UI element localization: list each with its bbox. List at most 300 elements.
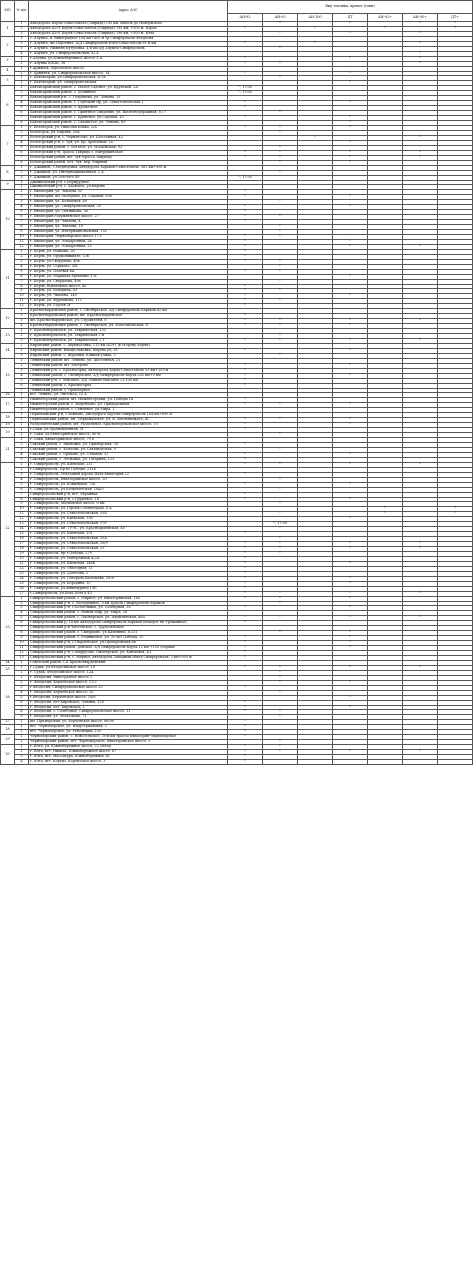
fuel-mark-cell: * (333, 596, 368, 601)
row-number-cell: 2 (15, 61, 29, 66)
address-cell: г. Алушта, Нижняя Кутузовка, 4-й км а/д Алушта-Симферополь (29, 46, 228, 51)
address-cell: г. Керчь, ул. Войкова, 2а (29, 249, 228, 254)
fuel-mark-cell: * (333, 561, 368, 566)
row-number-cell: 6 (15, 700, 29, 705)
address-cell: Симферопольский р, 14 км Автодороги Симферополь-Харьков (поворот на Урожайное) (29, 621, 228, 626)
fuel-mark-cell: * (333, 581, 368, 586)
fuel-mark-cell: * (333, 81, 368, 86)
fuel-mark-cell: * (228, 720, 263, 725)
address-cell: Сакский район, с. Колоски, ул. Сахзаводская, 9 (29, 447, 228, 452)
row-number-cell: 7 (15, 220, 29, 225)
fuel-mark-cell: * (263, 61, 298, 66)
address-cell: Советский район, СП Красногвардейский (29, 660, 228, 665)
fuel-mark-cell: * (263, 334, 298, 339)
mo-cell: 20 (1, 428, 15, 438)
address-cell: Симферопольский р-н Чистенское, с. Трудолюбовое (29, 626, 228, 631)
fuel-mark-cell: * (333, 606, 368, 611)
address-cell: Симферопольский р-н, с.Андрусово, Пионерское, ул. Ключевая, д.1 (29, 651, 228, 656)
row-number-cell: 6 (15, 150, 29, 155)
fuel-mark-cell: * (228, 41, 263, 46)
fuel-mark-cell: * (263, 487, 298, 492)
fuel-mark-cell: * (263, 527, 298, 532)
fuel-mark-cell: * (263, 339, 298, 344)
fuel-mark-cell: * (403, 135, 438, 140)
row-number-cell: 5 (15, 457, 29, 462)
row-number-cell: 1 (15, 413, 29, 418)
address-cell: Красногвардейский район, с. Октябрьское, ул. Комсомольская, 6 (29, 324, 228, 329)
address-cell: г. Евпатория, ул. Сытникова, 36 (29, 210, 228, 215)
fuel-mark-cell: * (333, 155, 368, 160)
fuel-mark-cell: * (403, 339, 438, 344)
row-number-cell: 7 (15, 626, 29, 631)
address-cell: Белогорский район, с. Богатое, ул. Московская, 92 (29, 145, 228, 150)
mo-cell: 6 (1, 86, 15, 126)
row-number-cell: 18 (15, 547, 29, 552)
fuel-mark-cell: * (263, 234, 298, 239)
address-cell: Сакский район, с. Лесновка, ул. Гагарина, 123 (29, 457, 228, 462)
address-cell: г. Красноперекопск, ул. Таврическая, 153 (29, 329, 228, 334)
address-cell: г. Симферополь, ул. Киевская, 148Б (29, 561, 228, 566)
row-number-cell: 2 (15, 467, 29, 472)
fuel-mark-cell: * (263, 353, 298, 358)
row-number-cell: 12 (15, 651, 29, 656)
header-fuel-ai100: АИ-100 (298, 14, 333, 22)
mo-cell: 11 (1, 249, 15, 308)
fuel-mark-cell: * (298, 41, 333, 46)
fuel-mark-cell: * (333, 462, 368, 467)
address-cell: г.Феодосия, Керченское шоссе, 18/6 (29, 695, 228, 700)
fuel-mark-cell: * (403, 542, 438, 547)
row-number-cell: 9 (15, 289, 29, 294)
fuel-mark-cell: * (228, 641, 263, 646)
fuel-mark-cell: * (333, 517, 368, 522)
fuel-mark-cell: * (333, 576, 368, 581)
fuel-mark-cell (263, 760, 298, 765)
fuel-mark-cell: * (228, 348, 263, 353)
address-cell: г. Бахчисарай, ул. Симферопольская (29, 81, 228, 86)
row-number-cell: 7 (15, 279, 29, 284)
address-cell: Симферопольский район, с. Родниковое, ул. 30 лет Победы, 3Г (29, 636, 228, 641)
fuel-mark-cell: * (263, 76, 298, 81)
address-cell: г. Феодосия, с. Солнечное, Симферопольское шоссе, 11 (29, 710, 228, 715)
address-cell: г. Ялта, пгт. Кореиз, Кореизское шоссе, 3 (29, 760, 228, 765)
row-number-cell: 1 (15, 329, 29, 334)
row-number-cell: 1 (15, 180, 29, 185)
address-cell: г. Керчь, ул.Свердлова, 49в (29, 259, 228, 264)
address-cell: Ленинский район, с. Красногорка (29, 383, 228, 388)
fuel-mark-cell: * (333, 71, 368, 76)
row-number-cell: 8 (15, 160, 29, 165)
row-number-cell: 6 (15, 215, 29, 220)
address-cell: Белогорский район, пгт. Зуя, пер. Мирный (29, 160, 228, 165)
row-number-cell: 1 (15, 22, 29, 27)
address-cell: Бахчисарайский район, с. Брянское, ул.Садовая, 15 (29, 116, 228, 121)
fuel-mark-cell: * (228, 383, 263, 388)
address-cell: г. Евпатория, ул. Эскадронная, 24 (29, 239, 228, 244)
address-cell: Джанкойский р-н, с. Азовское, ул.Кирова (29, 185, 228, 190)
fuel-mark-cell: * (263, 145, 298, 150)
address-cell: Кировский район, с. Абрикосовка, 113 км А/291 (в сторону Керчи) (29, 343, 228, 348)
fuel-mark-cell: * (228, 259, 263, 264)
fuel-mark-cell: * (263, 631, 298, 636)
address-cell: г. Керчь, ул. Орджоникидзе, 136 (29, 254, 228, 259)
fuel-mark-cell (298, 760, 333, 765)
fuel-mark-cell: * (263, 155, 298, 160)
fuel-mark-cell: * (263, 230, 298, 235)
row-number-cell: 23 (15, 571, 29, 576)
table-header (1, 1, 473, 22)
row-number-cell: 8 (15, 284, 29, 289)
fuel-mark-cell: * (333, 547, 368, 552)
fuel-mark-cell: * (228, 462, 263, 467)
row-number-cell: 5 (15, 210, 29, 215)
address-cell: г.Армянск, Херсонское шоссе, (29, 66, 228, 71)
address-cell: г. Керчь, ул. Чкалова, 149 (29, 294, 228, 299)
address-cell: г. Бахчисарай, ул.Симферопольская, 47/А (29, 76, 228, 81)
row-number-cell: 4 (15, 140, 29, 145)
address-cell: Белогорский р-н, Трасса Таврида с. Митрушинское (29, 150, 228, 155)
row-number-cell: 3 (15, 685, 29, 690)
mo-cell: 12 (1, 309, 15, 329)
address-cell: г. Красноперекопск, ул. Таврическая 2-В (29, 334, 228, 339)
row-number-cell: 10 (15, 294, 29, 299)
address-cell: Нижнегорский район, шт. Нижнегорский, ул. Победы 1а (29, 398, 228, 403)
mo-cell: 8 (1, 165, 15, 180)
mo-cell: 4 (1, 66, 15, 76)
row-number-cell: 3 (15, 200, 29, 205)
row-number-cell: 14 (15, 527, 29, 532)
mo-cell: 28 (1, 725, 15, 735)
header-mo: МО (1, 1, 15, 22)
row-number-cell: 2 (15, 348, 29, 353)
address-cell: Ленинский район, шт. Ленино, ул. Шоссейная, 21 (29, 358, 228, 363)
row-number-cell: 2 (15, 130, 29, 135)
fuel-mark-cell: * (263, 596, 298, 601)
fuel-mark-cell: * (228, 616, 263, 621)
fuel-mark-cell: * (333, 373, 368, 378)
row-number-cell: 1 (15, 462, 29, 467)
fuel-mark-cell: * (333, 324, 368, 329)
address-cell: Сакский район, с. Орехово, ул. Степная, 12 (29, 452, 228, 457)
row-number-cell: 2 (15, 443, 29, 448)
row-number-cell: 3 (15, 175, 29, 180)
address-cell: г. Симферополь, ул. Севастопольская, 33Б (29, 512, 228, 517)
address-cell: г.Судак, ул.Феодосийское шоссе, 18 (29, 665, 228, 670)
row-number-cell: 2 (15, 185, 29, 190)
fuel-mark-cell: * (228, 339, 263, 344)
fuel-mark-cell: * (438, 22, 473, 27)
address-cell: Черноморский район, пгт. Черноморское, Евпаторийское шоссе, 5 (29, 740, 228, 745)
row-number-cell: 6 (15, 274, 29, 279)
fuel-mark-cell: * (228, 665, 263, 670)
address-cell: Бахчисарайский район, с. Малое Садовое, ул. Крупская, 2А (29, 86, 228, 91)
row-number-cell: 1 (15, 745, 29, 750)
address-cell: Симферопольский р-н, с. Молодежное, 9 км трассы Симферополь-Харьков (29, 601, 228, 606)
row-number-cell: 1 (15, 735, 29, 740)
row-number-cell: 3 (15, 259, 29, 264)
address-cell: шт. Красногвардейское, ул. Строителей, 8 (29, 319, 228, 324)
mo-cell: 23 (1, 596, 15, 660)
row-number-cell: 1 (15, 438, 29, 443)
fuel-mark-cell: * (333, 646, 368, 651)
address-cell: г. Керчь, ул. Свердлова, 49а (29, 279, 228, 284)
row-number-cell: 4 (15, 452, 29, 457)
address-cell: Симферопольский р-н, с.Грушевое, 16 (29, 497, 228, 502)
address-cell: г. Евпатория, ул. Чапаева, 18 (29, 225, 228, 230)
fuel-mark-cell: * (333, 636, 368, 641)
address-cell: г. Симферополь, ул. Севастопольская, 26/9 (29, 542, 228, 547)
fuel-mark-cell: * (263, 200, 298, 205)
fuel-mark-cell: * (228, 215, 263, 220)
address-cell: г. Феодосия, Керченское шоссе, 25 (29, 690, 228, 695)
fuel-mark-cell: * (333, 680, 368, 685)
fuel-mark-cell: * (403, 547, 438, 552)
row-number-cell: 15 (15, 532, 29, 537)
fuel-mark-cell: * (333, 239, 368, 244)
fuel-mark-cell: * (228, 725, 263, 730)
fuel-mark-cell: * (403, 22, 438, 27)
fuel-mark-cell: * (228, 423, 263, 428)
fuel-mark-cell: * (333, 140, 368, 145)
row-number-cell: 8 (15, 497, 29, 502)
row-number-cell: 7 (15, 492, 29, 497)
fuel-mark-cell: * (228, 581, 263, 586)
header-fuel-group: Вид топлива, привоз (тонн) (228, 1, 473, 14)
row-number-cell: 2 (15, 363, 29, 368)
address-cell: г. Красноперекопск, ул. Таврическая, 2 Г (29, 339, 228, 344)
row-number-cell: 3 (15, 96, 29, 101)
fuel-mark-cell: * (368, 507, 403, 512)
row-number-cell: 21 (15, 561, 29, 566)
fuel-mark-cell: * (228, 368, 263, 373)
row-number-cell: 7 (15, 705, 29, 710)
fuel-mark-cell: * (403, 150, 438, 155)
fuel-mark-cell: * (228, 319, 263, 324)
fuel-mark-cell: * (333, 160, 368, 165)
fuel-mark-cell: * (333, 348, 368, 353)
fuel-mark-cell: * (228, 750, 263, 755)
header-fuel-ai92-plus: АИ-92+ (368, 14, 403, 22)
fuel-mark-cell: * (228, 150, 263, 155)
fuel-mark-cell: * (403, 61, 438, 66)
address-cell: Ленинский р-н, с. Мысовое, А/д Ленино-Мысовое 21-100 км (29, 378, 228, 383)
address-cell: г. Феодосия, Керченское шоссе, 27/2 (29, 680, 228, 685)
row-number-cell: 5 (15, 269, 29, 274)
fuel-mark-cell: * (263, 215, 298, 220)
row-number-cell: 4 (15, 324, 29, 329)
row-number-cell: 1 (15, 126, 29, 131)
fuel-mark-cell: * (228, 561, 263, 566)
fuel-mark-cell: * (228, 472, 263, 477)
row-number-cell: 13 (15, 522, 29, 527)
fuel-mark-cell (403, 760, 438, 765)
mo-cell: 22 (1, 462, 15, 596)
address-cell: Белогорск, ул. Бирлик, 20А (29, 130, 228, 135)
fuel-mark-cell: * (333, 423, 368, 428)
row-number-cell: 1 (15, 165, 29, 170)
fuel-mark-cell: * (228, 363, 263, 368)
row-number-cell: 3 (15, 472, 29, 477)
fuel-mark-cell: * (333, 750, 368, 755)
mo-cell: 3 (1, 56, 15, 66)
address-cell: Симферопольский р-н, с.Белоглинка, ул. Салгирная, 26 (29, 606, 228, 611)
table-body (1, 22, 473, 765)
address-cell: г. Саки, ул.Евпаторийское шоссе, 80-В (29, 433, 228, 438)
address-cell: Автодорога А291 Керчь-Севастополь (Таврида) 195 км. +500 м. Керчь (29, 26, 228, 31)
header-fuel-dt-plus: ДТ+ (438, 14, 473, 22)
fuel-mark-cell: * (263, 477, 298, 482)
fuel-mark-cell: * (228, 428, 263, 433)
fuel-mark-cell: * (333, 274, 368, 279)
fuel-mark-cell: *; 17:00 (263, 522, 298, 527)
fuel-mark-cell: * (368, 26, 403, 31)
address-cell: г. Керчь, ул. Полевая 4А (29, 269, 228, 274)
address-cell: Джанкойский р-н, с.Изумрудное, (29, 180, 228, 185)
fuel-mark-cell (438, 760, 473, 765)
address-cell: Бахчисарайский район, с. Приятное Свидание, ул. Железнодорожная, д 17 (29, 111, 228, 116)
row-number-cell: 5 (15, 106, 29, 111)
address-cell: пгт. Ленино, ул. Энгельса, 15 А (29, 393, 228, 398)
fuel-mark-cell: * (263, 170, 298, 175)
row-number-cell: 8 (15, 710, 29, 715)
fuel-mark-cell: * (403, 462, 438, 467)
row-number-cell: 11 (15, 512, 29, 517)
fuel-mark-cell: * (228, 755, 263, 760)
row-number-cell: 1 (15, 660, 29, 665)
fuel-mark-cell: * (263, 710, 298, 715)
address-cell: г. Керчь, ул. Маршала Еременко 37а (29, 274, 228, 279)
address-cell: пгт. Черноморское, ул. Революции, 105 (29, 730, 228, 735)
row-number-cell: 1 (15, 56, 29, 61)
fuel-mark-cell: * (263, 279, 298, 284)
fuel-mark-cell: * (228, 190, 263, 195)
fuel-mark-cell: * (228, 551, 263, 556)
fuel-mark-cell: * (263, 433, 298, 438)
address-cell: Белогорский р-н, с. Чернополье, ул. Шоссейная, 43 (29, 135, 228, 140)
row-number-cell: 1 (15, 675, 29, 680)
fuel-mark-cell: * (263, 715, 298, 720)
address-cell: г. Симферополь, ул. Севастопольская, 35А (29, 537, 228, 542)
address-cell: Симферопольский р-н, с. Мирное, автодорога Западный обход Симферополя, 3 км+950 м (29, 656, 228, 661)
row-number-cell: 6 (15, 621, 29, 626)
address-cell: Ленинский р-н, с. Красногорка, автодорога Керчь-Севастополь 53 км+200 м (29, 368, 228, 373)
fuel-mark-cell (368, 760, 403, 765)
fuel-mark-cell: * (228, 646, 263, 651)
fuel-mark-cell: * (438, 26, 473, 31)
fuel-mark-cell: * (263, 690, 298, 695)
fuel-mark-cell: * (403, 41, 438, 46)
fuel-mark-cell: * (263, 740, 298, 745)
fuel-mark-cell: * (263, 160, 298, 165)
address-cell: г. Евпатория, ул. Кольцевая, 49 (29, 200, 228, 205)
fuel-mark-cell: * (333, 591, 368, 596)
fuel-mark-cell: * (228, 234, 263, 239)
fuel-mark-cell: * (228, 56, 263, 61)
row-number-cell: 3 (15, 408, 29, 413)
fuel-mark-cell: * (403, 665, 438, 670)
address-cell: г. Ялта, пгт. Массандра, Южнобережное 16 (29, 755, 228, 760)
row-number-cell: 9 (15, 636, 29, 641)
fuel-mark-cell: * (228, 532, 263, 537)
row-number-cell: 7 (15, 388, 29, 393)
row-number-cell: 2 (15, 81, 29, 86)
address-cell: г. Евпатория, ул. Чапаева 50 (29, 190, 228, 195)
fuel-mark-cell: * (228, 576, 263, 581)
row-number-cell: 3 (15, 755, 29, 760)
fuel-mark-cell: * (228, 249, 263, 254)
row-number-cell: 5 (15, 616, 29, 621)
fuel-mark-cell: * (228, 299, 263, 304)
row-number-cell: 8 (15, 631, 29, 636)
row-number-cell: 9 (15, 502, 29, 507)
row-number-cell: 12 (15, 304, 29, 309)
address-cell: Симферопольский район, с. Новый Мир, ул. Мира, 28 (29, 611, 228, 616)
address-cell: Красногвардейский район, шт. Красногвардейское (29, 314, 228, 319)
address-cell: Первомайский р-н, с.Войково, Автодорога Херсон-Симферополь 164 км+600 м (29, 413, 228, 418)
fuel-mark-cell: * (263, 111, 298, 116)
address-cell: г. Симферополь, ул.Кечкеметская, 184/5 (29, 487, 228, 492)
row-number-cell: 1 (15, 725, 29, 730)
address-cell: Нижнегорский район, с. Жеребцово, ул. Придорожная (29, 403, 228, 408)
fuel-mark-cell: * (333, 244, 368, 249)
address-cell: г. Евпатория, Черноморское шоссе 17 г (29, 234, 228, 239)
fuel-mark-cell: * (228, 710, 263, 715)
row-number-cell: 1 (15, 190, 29, 195)
row-number-cell: 4 (15, 373, 29, 378)
fuel-mark-cell: * (333, 403, 368, 408)
table-row (1, 760, 473, 765)
fuel-mark-cell: * (228, 443, 263, 448)
mo-cell: 29 (1, 735, 15, 745)
address-cell: Симферопольский р-н, с.Гвардейское, ул.Прохоровская,66 (29, 641, 228, 646)
address-cell: Ленинский район, с. Октябрьское, а/д Симферополь-Керчь 202 км+0 км (29, 373, 228, 378)
row-number-cell: 3 (15, 606, 29, 611)
address-cell: Симферопольский район, Донское, а/д Симферополь-Керчь 12 км +150 (справа) (29, 646, 228, 651)
mo-cell: 2 (1, 36, 15, 56)
fuel-mark-cell: * (228, 621, 263, 626)
row-number-cell: 11 (15, 239, 29, 244)
row-number-cell: 2 (15, 254, 29, 259)
fuel-mark-cell: * (228, 378, 263, 383)
fuel-mark-cell: * (228, 566, 263, 571)
fuel-mark-cell: * (333, 116, 368, 121)
row-number-cell: 1 (15, 428, 29, 433)
mo-cell: 5 (1, 76, 15, 86)
address-cell: г. Симферополь, ул. Севастопольская, 25 (29, 547, 228, 552)
mo-cell: 24 (1, 660, 15, 665)
address-cell: Бахчисарайский район, с. Скалистое, ул. Ленина, 69 (29, 121, 228, 126)
fuel-mark-cell: * (228, 116, 263, 121)
fuel-mark-cell: * (228, 101, 263, 106)
row-number-cell: 25 (15, 581, 29, 586)
row-number-cell: 10 (15, 641, 29, 646)
fuel-mark-cell: * (228, 760, 263, 765)
fuel-mark-cell: * (263, 462, 298, 467)
fuel-mark-cell: * (368, 512, 403, 517)
mo-cell: 25 (1, 665, 15, 675)
row-number-cell: 4 (15, 51, 29, 56)
row-number-cell: 3 (15, 368, 29, 373)
row-number-cell: 1 (15, 343, 29, 348)
address-cell: г. Евпатория, шт Заозерное, ул. Садовая, 55а (29, 195, 228, 200)
fuel-mark-cell: * (333, 616, 368, 621)
mo-cell: 1 (1, 22, 15, 37)
row-number-cell: 2 (15, 26, 29, 31)
address-cell: г. Евпатория, ул. Эскадронная, 25 (29, 244, 228, 249)
fuel-mark-cell: * (333, 339, 368, 344)
fuel-mark-cell: * (228, 596, 263, 601)
fuel-mark-cell: * (333, 705, 368, 710)
